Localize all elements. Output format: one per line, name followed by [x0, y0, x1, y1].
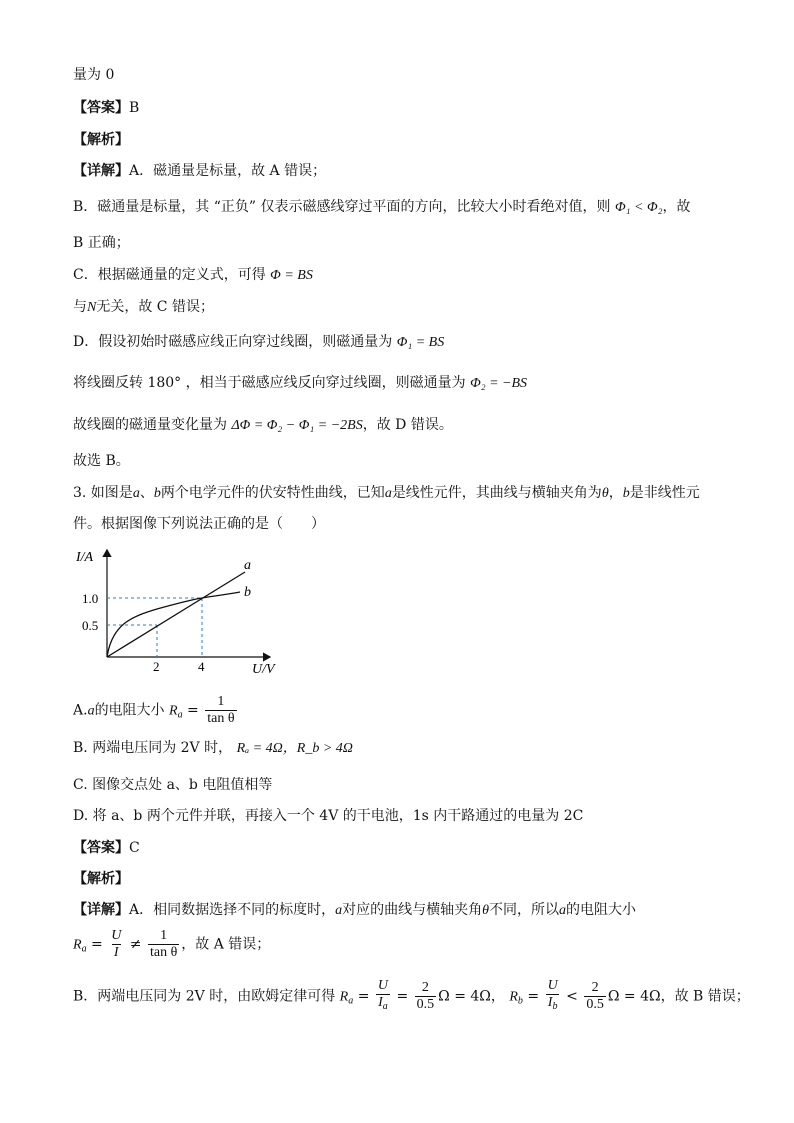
- x-tick-4: 4: [198, 659, 205, 674]
- iv-graph: [70, 545, 290, 675]
- detail-d2-math: Φ₂ = −BS: [470, 376, 528, 391]
- math-lt: <: [566, 988, 578, 1005]
- detail-text: ，: [490, 988, 505, 1005]
- detail-c2-pre: 与: [73, 299, 87, 315]
- detail-c2-post: 无关，故 C 错误；: [96, 299, 214, 315]
- prev-detail-d-2: [73, 374, 527, 393]
- math-eq: =: [527, 988, 540, 1005]
- curve-a-label: a: [244, 558, 251, 573]
- stem-var-a: a: [132, 486, 140, 501]
- math-result: Ω = 4Ω: [607, 988, 661, 1005]
- detail-d3-math: ΔΦ = Φ₂ − Φ₁ = −2BS: [231, 418, 363, 433]
- math-neq: ≠: [129, 936, 142, 953]
- math-sub: a: [177, 709, 183, 721]
- detail-b-post: ，故: [662, 199, 691, 215]
- q3-option-d: D. 将 a、b 两个元件并联，再接入一个 4V 的干电池，1s 内干路通过的电量为 2C: [73, 808, 584, 824]
- q3-option-b: [73, 739, 353, 758]
- stem-var-theta: θ: [601, 486, 609, 501]
- prev-analysis-tag: [73, 131, 129, 149]
- stem-text: 、: [139, 485, 154, 501]
- math-result: Ω = 4Ω: [438, 988, 491, 1005]
- stem-var-b: b: [153, 486, 161, 501]
- detail-c2-var: N: [87, 300, 97, 315]
- detail-var: a: [559, 903, 567, 918]
- detail-tag: 【详解】: [73, 902, 129, 918]
- prev-detail-b-2: B 正确；: [73, 235, 130, 251]
- q3-stem-line2: 件。根据图像下列说法正确的是（ ）: [73, 516, 325, 532]
- detail-tag: 【详解】: [73, 163, 129, 179]
- analysis-tag: 【解析】: [73, 871, 129, 887]
- detail-text: ，故 B 错误；: [660, 988, 750, 1005]
- answer-tag: 【答案】: [73, 840, 129, 856]
- prev-detail-c-2: [73, 298, 214, 317]
- math-R: R: [73, 937, 82, 953]
- stem-text: 3. 如图是: [73, 485, 133, 501]
- detail-text: 对应的曲线与横轴夹角: [342, 902, 483, 918]
- detail-d3-text: 故线圈的磁通量变化量为: [73, 417, 227, 433]
- y-tick-0.5: 0.5: [82, 618, 99, 633]
- detail-text: 不同，所以: [489, 902, 560, 918]
- fraction: $\frac{2}{0.5}$: [586, 980, 604, 1012]
- option-text: 的电阻大小: [94, 702, 165, 719]
- answer-value: C: [129, 840, 140, 856]
- detail-d2-text: 将线圈反转 180° ，相当于磁感应线反向穿过线圈，则磁通量为: [73, 375, 466, 391]
- x-axis-label: U/V: [252, 662, 275, 675]
- q3-option-c: C. 图像交点处 a、b 电阻值相等: [73, 777, 273, 793]
- detail-var: θ: [482, 903, 490, 918]
- detail-var: a: [335, 903, 343, 918]
- detail-text: 的电阻大小: [566, 902, 637, 918]
- stem-var-b: b: [622, 486, 630, 501]
- detail-a-text: A．磁通量是标量，故 A 错误；: [129, 163, 327, 179]
- analysis-tag: 【解析】: [73, 132, 129, 148]
- detail-c-math: Φ = BS: [270, 268, 313, 283]
- detail-b-math: Φ₁ < Φ₂: [614, 200, 663, 215]
- prev-detail-b-1: [73, 198, 690, 217]
- q3-option-a: [73, 694, 239, 732]
- detail-d1-text: D．假设初始时磁感应线正向穿过线圈，则磁通量为: [73, 334, 393, 350]
- detail-c-text: C．根据磁通量的定义式，可得: [73, 267, 266, 283]
- prev-answer-line: [73, 99, 139, 117]
- fraction: $\frac{U}{I}$: [111, 928, 122, 960]
- curve-b-label: b: [244, 585, 251, 600]
- fraction: $\frac{1}{\text{tan θ}}$: [207, 694, 235, 726]
- prev-detail-d-1: [73, 333, 444, 352]
- math-sub: a: [81, 943, 87, 955]
- q3-detail-a: [73, 901, 636, 920]
- math-eq: =: [91, 936, 103, 953]
- option-label: A.: [73, 702, 88, 719]
- math-R: R: [339, 989, 349, 1005]
- prev-detail-a: [73, 162, 326, 180]
- prev-detail-d-3: [73, 416, 453, 435]
- q3-stem-line1: [73, 484, 700, 503]
- math-eq: =: [357, 988, 370, 1005]
- detail-d3-post: ，故 D 错误。: [362, 417, 453, 433]
- option-math: Rₐ = 4Ω，R_b > 4Ω: [236, 741, 353, 756]
- detail-d1-math: Φ₁ = BS: [396, 335, 445, 350]
- detail-text: B．两端电压同为 2V 时，由欧姆定律可得: [73, 988, 336, 1005]
- y-tick-1.0: 1.0: [82, 591, 99, 606]
- prev-tail: 量为 0: [73, 67, 115, 83]
- prev-conclusion: 故选 B。: [73, 453, 130, 469]
- q3-detail-b: [73, 978, 750, 1018]
- option-var: a: [87, 703, 95, 719]
- answer-tag: 【答案】: [73, 100, 129, 116]
- detail-text: ，故 A 错误；: [181, 936, 271, 953]
- detail-b-text: B．磁通量是标量，其 “正负” 仅表示磁感线穿过平面的方向，比较大小时看绝对值，则: [73, 199, 611, 215]
- q3-detail-a-math: [73, 928, 270, 966]
- fraction: $\frac{U}{I_b}$: [546, 978, 560, 1015]
- y-axis-label: I/A: [76, 550, 94, 565]
- stem-text: 是线性元件，其曲线与横轴夹角为: [391, 485, 602, 501]
- q3-analysis-tag: [73, 870, 129, 888]
- x-tick-2: 2: [153, 659, 160, 674]
- answer-value: B: [129, 100, 140, 116]
- math-R: R: [169, 703, 178, 719]
- option-text: B. 两端电压同为 2V 时，: [73, 740, 233, 756]
- fraction: $\frac{1}{\text{tan θ}}$: [149, 928, 178, 960]
- fraction: $\frac{U}{I_a}$: [376, 978, 390, 1015]
- stem-text: 是非线性元: [629, 485, 700, 501]
- math-sub: b: [517, 995, 523, 1007]
- q3-answer-line: [73, 839, 140, 857]
- math-sub: a: [348, 995, 354, 1007]
- math-eq: =: [396, 988, 409, 1005]
- detail-text: A．相同数据选择不同的标度时，: [129, 902, 336, 918]
- stem-text: 两个电学元件的伏安特性曲线，已知: [160, 485, 385, 501]
- curve-a: [107, 572, 245, 657]
- prev-detail-c-1: [73, 266, 313, 285]
- math-R: R: [509, 989, 518, 1005]
- fraction: $\frac{2}{0.5}$: [416, 980, 435, 1012]
- stem-text: ，: [608, 485, 623, 501]
- math-eq: =: [187, 702, 199, 719]
- stem-var-a: a: [384, 486, 392, 501]
